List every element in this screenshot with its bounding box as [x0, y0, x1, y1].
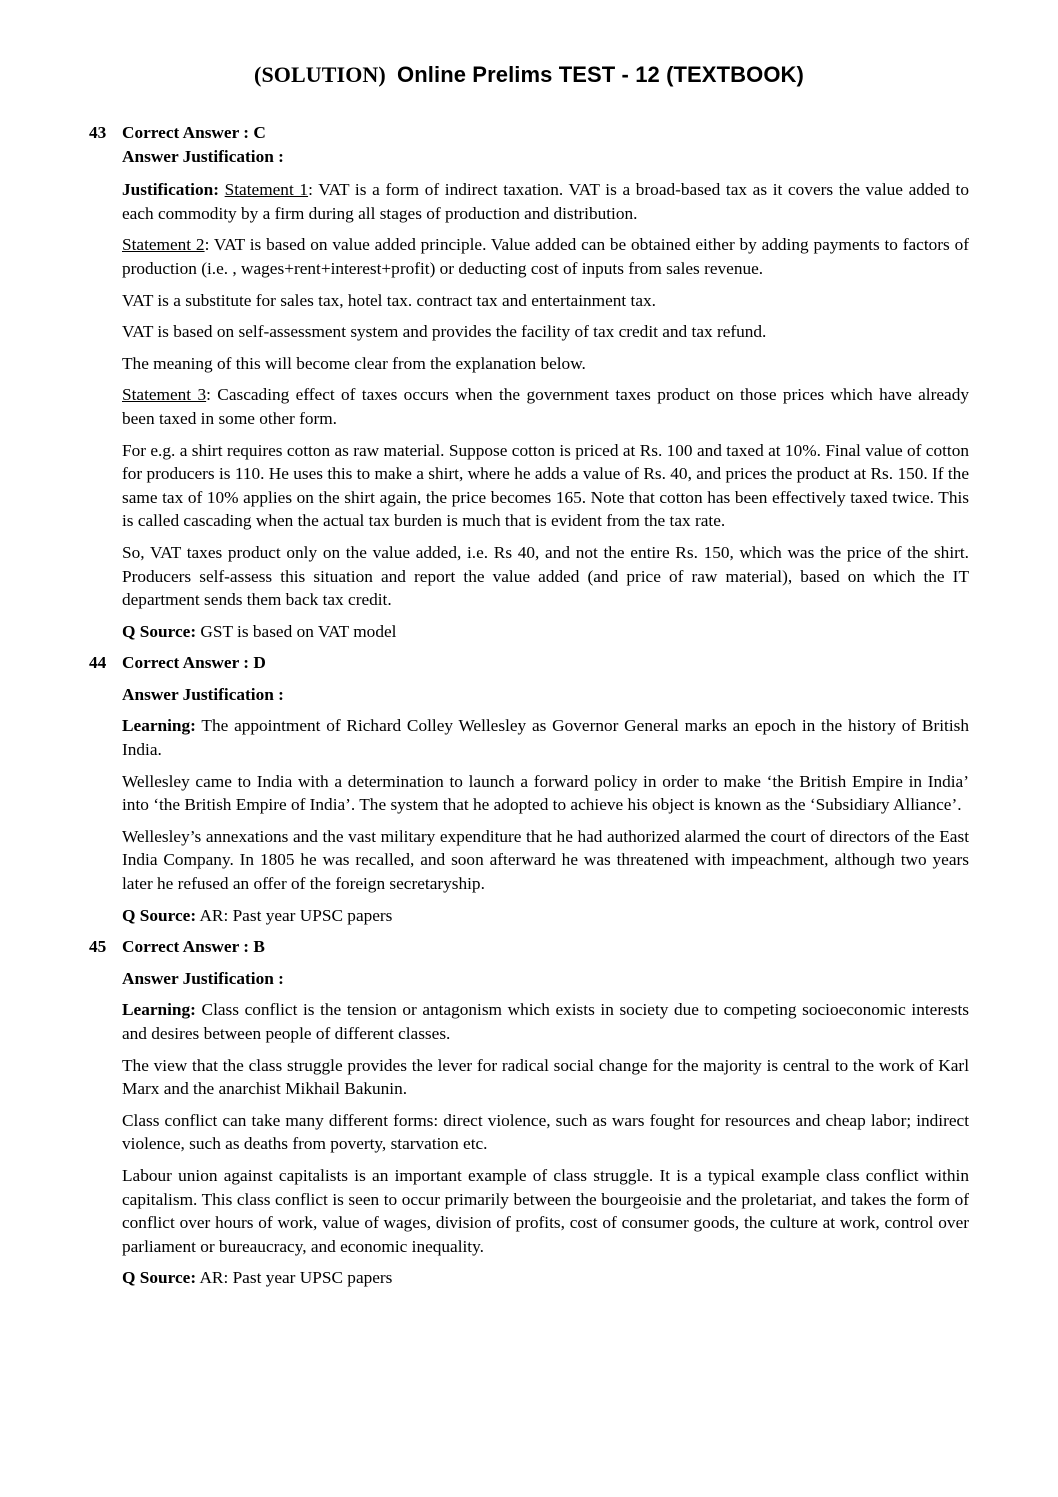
question-source [122, 904, 969, 928]
paragraph: VAT is based on self-assessment system and provides the facility of tax credit and tax refund. [122, 322, 767, 342]
question-header [89, 121, 969, 145]
document-body [89, 121, 969, 1290]
paragraph: The view that the class struggle provides the lever for radical social change for the majority is central to the work of Karl Marx and the anarchist Mikhail Bakunin. [122, 1055, 969, 1099]
question-header [89, 651, 969, 675]
question-header [89, 935, 969, 959]
learning-label: Learning: [122, 1000, 196, 1020]
paragraph: So, VAT taxes product only on the value added, i.e. Rs 40, and not the entire Rs. 150, which was the price of the shirt. Producers self-assess this situation and report the value added (and price of raw material), based on which the IT department sends them back tax credit. [122, 542, 969, 610]
question-source [122, 1266, 969, 1290]
statement-2-text: : VAT is based on value added principle. Value added can be obtained either by adding payments to factors of production (i.e. , wages+rent+interest+profit) or deducting cost of inputs from sales revenue. [122, 235, 969, 278]
correct-answer: Correct Answer : D [122, 653, 266, 673]
paragraph: Wellesley’s annexations and the vast military expenditure that he had authorized alarmed the court of directors of the East India Company. In 1805 he was recalled, and soon afterward he was threatened with impeachment, although two years later he refused an offer of the foreign secretaryship. [122, 826, 969, 894]
statement-3-paragraph [122, 383, 969, 430]
question-number: 43 [89, 123, 107, 142]
question-number: 45 [89, 937, 107, 957]
question-45 [89, 935, 969, 1290]
statement-2-label: Statement 2 [122, 235, 205, 255]
question-number: 44 [89, 653, 107, 673]
learning-text: Class conflict is the tension or antagonism which exists in society due to competing socioeconomic interests and desires between people of different classes. [122, 1000, 969, 1043]
source-label: Q Source: [122, 1268, 197, 1288]
correct-answer: Correct Answer : C [122, 123, 266, 142]
statement-1-text: : VAT is a form of indirect taxation. VAT is a broad-based tax as it covers the value added to each commodity by a firm during all stages of production and distribution. [122, 180, 969, 223]
statement-1-label: Statement 1 [224, 180, 309, 200]
answer-justification-label: Answer Justification : [122, 968, 284, 988]
source-label: Q Source: [122, 621, 197, 641]
learning-paragraph [122, 998, 969, 1045]
paragraph: Wellesley came to India with a determination to launch a forward policy in order to make ‘the British Empire in India’ into ‘the British Empire of India’. The system that he adopted to achieve his object is known as the ‘Subsidiary Alliance’. [122, 771, 969, 815]
paragraph: For e.g. a shirt requires cotton as raw material. Suppose cotton is priced at Rs. 100 and taxed at 10%. Final value of cotton for producers is 110. He uses this to make a shirt, where he adds a value of Rs. 40, and prices the product at Rs. 150. If the same tax of 10% applies on the shirt again, the price becomes 165. Note that cotton has been effectively taxed twice. This is called cascading when the actual tax burden is much that is evident from the tax rate. [122, 440, 969, 531]
paragraph: Labour union against capitalists is an important example of class struggle. It is a typical example class conflict within capitalism. This class conflict is seen to occur primarily between the bourgeoisie and the proletariat, and takes the form of conflict over hours of work, value of wages, division of profits, cost of consumer goods, the culture at work, control over parliament or bureaucracy, and economic inequality. [122, 1165, 969, 1256]
paragraph: Class conflict can take many different forms: direct violence, such as wars fought for resources and cheap labor; indirect violence, such as deaths from poverty, starvation etc. [122, 1110, 969, 1154]
statement-3-text: : Cascading effect of taxes occurs when the government taxes product on those prices which have already been taxed in some other form. [122, 385, 969, 428]
justification-label: Justification: [122, 180, 219, 200]
paragraph: VAT is a substitute for sales tax, hotel tax. contract tax and entertainment tax. [122, 290, 656, 310]
answer-justification-label: Answer Justification : [122, 146, 284, 166]
learning-label: Learning: [122, 716, 196, 736]
learning-text: The appointment of Richard Colley Wellesley as Governor General marks an epoch in the history of British India. [122, 716, 969, 760]
question-44 [89, 651, 969, 927]
source-text: AR: Past year UPSC papers [196, 905, 393, 925]
page-title-test-name: Online Prelims TEST - 12 (TEXTBOOK) [397, 62, 804, 87]
statement-2-paragraph [122, 233, 969, 280]
source-text: GST is based on VAT model [196, 621, 397, 641]
page-title [0, 62, 1058, 88]
page-title-solution: (SOLUTION) [254, 62, 386, 87]
answer-justification-label: Answer Justification : [122, 684, 284, 704]
question-43 [89, 121, 969, 643]
statement-3-label: Statement 3 [122, 385, 207, 405]
source-label: Q Source: [122, 905, 197, 925]
learning-paragraph [122, 714, 969, 761]
source-text: AR: Past year UPSC papers [196, 1268, 393, 1288]
question-source [122, 620, 969, 644]
correct-answer: Correct Answer : B [122, 937, 265, 957]
justification-statement-1 [122, 178, 969, 225]
paragraph: The meaning of this will become clear from the explanation below. [122, 353, 586, 373]
